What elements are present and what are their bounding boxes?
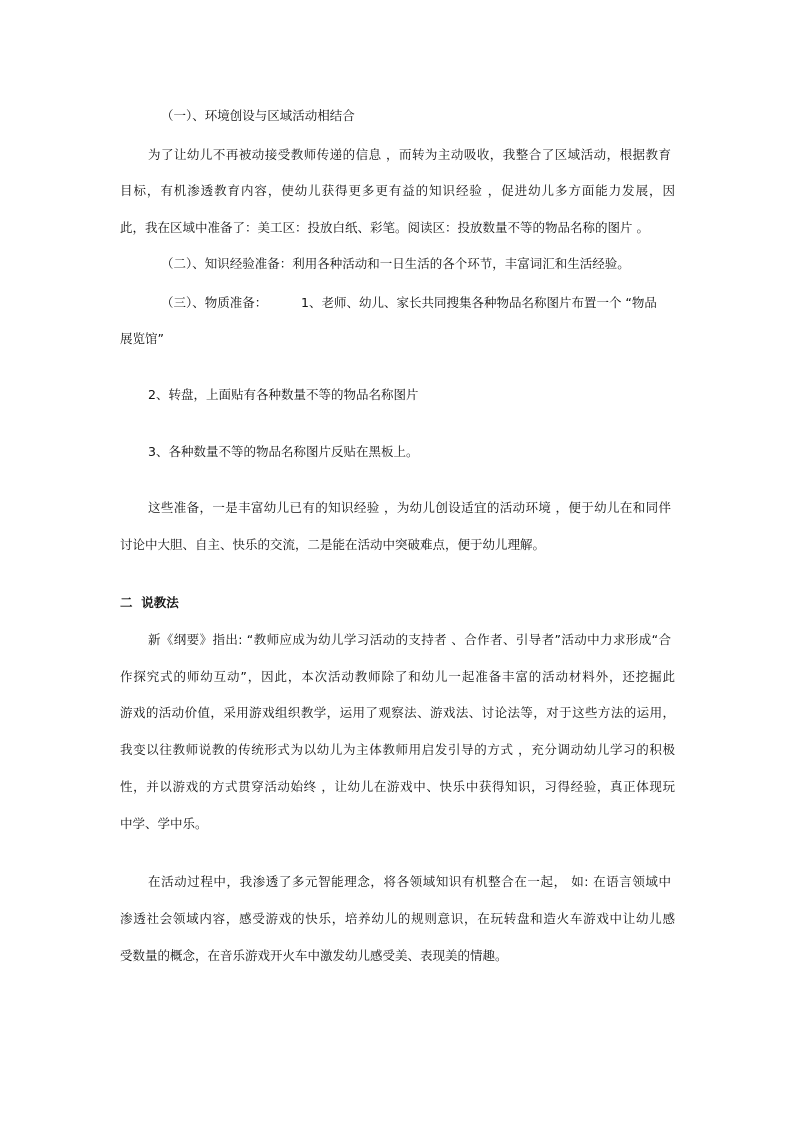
section-heading-environment: （一）、环境创设与区域活动相结合 xyxy=(161,108,355,123)
paragraph-line: 作探究式的师幼互动”，因此，本次活动教师除了和幼儿一起准备丰富的活动材料外，还挖掘此 xyxy=(120,669,675,684)
paragraph-line: 在活动过程中，我渗透了多元智能理念，将各领域知识有机整合在一起， 如: 在语言领域中 xyxy=(148,874,671,889)
material-item-2: 2、转盘，上面贴有各种数量不等的物品名称图片 xyxy=(148,387,419,402)
paragraph-line: 目标，有机渗透教育内容，使幼儿获得更多更有益的知识经验 ，促进幼儿多方面能力发展，因 xyxy=(120,183,675,198)
section-heading-knowledge: （二）、知识经验准备：利用各种活动和一日生活的各个环节，丰富词汇和生活经验。 xyxy=(161,256,630,271)
material-item-3: 3、各种数量不等的物品名称图片反贴在黑板上。 xyxy=(148,444,419,459)
paragraph-line: 这些准备，一是丰富幼儿已有的知识经验 ，为幼儿创设适宜的活动环境 ，便于幼儿在和同伴 xyxy=(148,500,671,515)
material-item-1: 1、老师、幼儿、家长共同搜集各种物品名称图片布置一个 “物品 xyxy=(301,295,657,310)
paragraph-line: 新《纲要》指出: “教师应成为幼儿学习活动的支持者 、合作者、引导者”活动中力求形成“合 xyxy=(148,632,671,647)
paragraph-line: 游戏的活动价值，采用游戏组织教学，运用了观察法、游戏法、讨论法等，对于这些方法的运用， xyxy=(120,705,675,720)
paragraph-line: 中学、学中乐。 xyxy=(120,816,208,831)
paragraph-line: 此，我在区域中准备了：美工区：投放白纸、彩笔。阅读区：投放数量不等的物品名称的图片 。 xyxy=(120,220,649,235)
paragraph-line: 受数量的概念，在音乐游戏开火车中激发幼儿感受美、表现美的情趣。 xyxy=(120,948,508,963)
paragraph-line: 渗透社会领域内容，感受游戏的快乐，培养幼儿的规则意识，在玩转盘和造火车游戏中让幼儿感 xyxy=(120,911,675,926)
material-label: （三）、物质准备： xyxy=(161,295,268,310)
paragraph-line: 讨论中大胆、自主、快乐的交流，二是能在活动中突破难点，便于幼儿理解。 xyxy=(120,537,546,552)
paragraph-line: 性，并以游戏的方式贯穿活动始终 ，让幼儿在游戏中、快乐中获得知识，习得经验，真正体现玩 xyxy=(120,779,675,794)
paragraph-line: 我变以往教师说教的传统形式为以幼儿为主体教师用启发引导的方式 ，充分调动幼儿学习的积极 xyxy=(120,742,675,757)
material-item-1-continued: 展览馆” xyxy=(120,331,164,346)
paragraph-line: 为了让幼儿不再被动接受教师传递的信息 ，而转为主动吸收，我整合了区域活动，根据教育 xyxy=(148,147,671,162)
section-heading-teaching-method: 二 说教法 xyxy=(120,595,179,610)
